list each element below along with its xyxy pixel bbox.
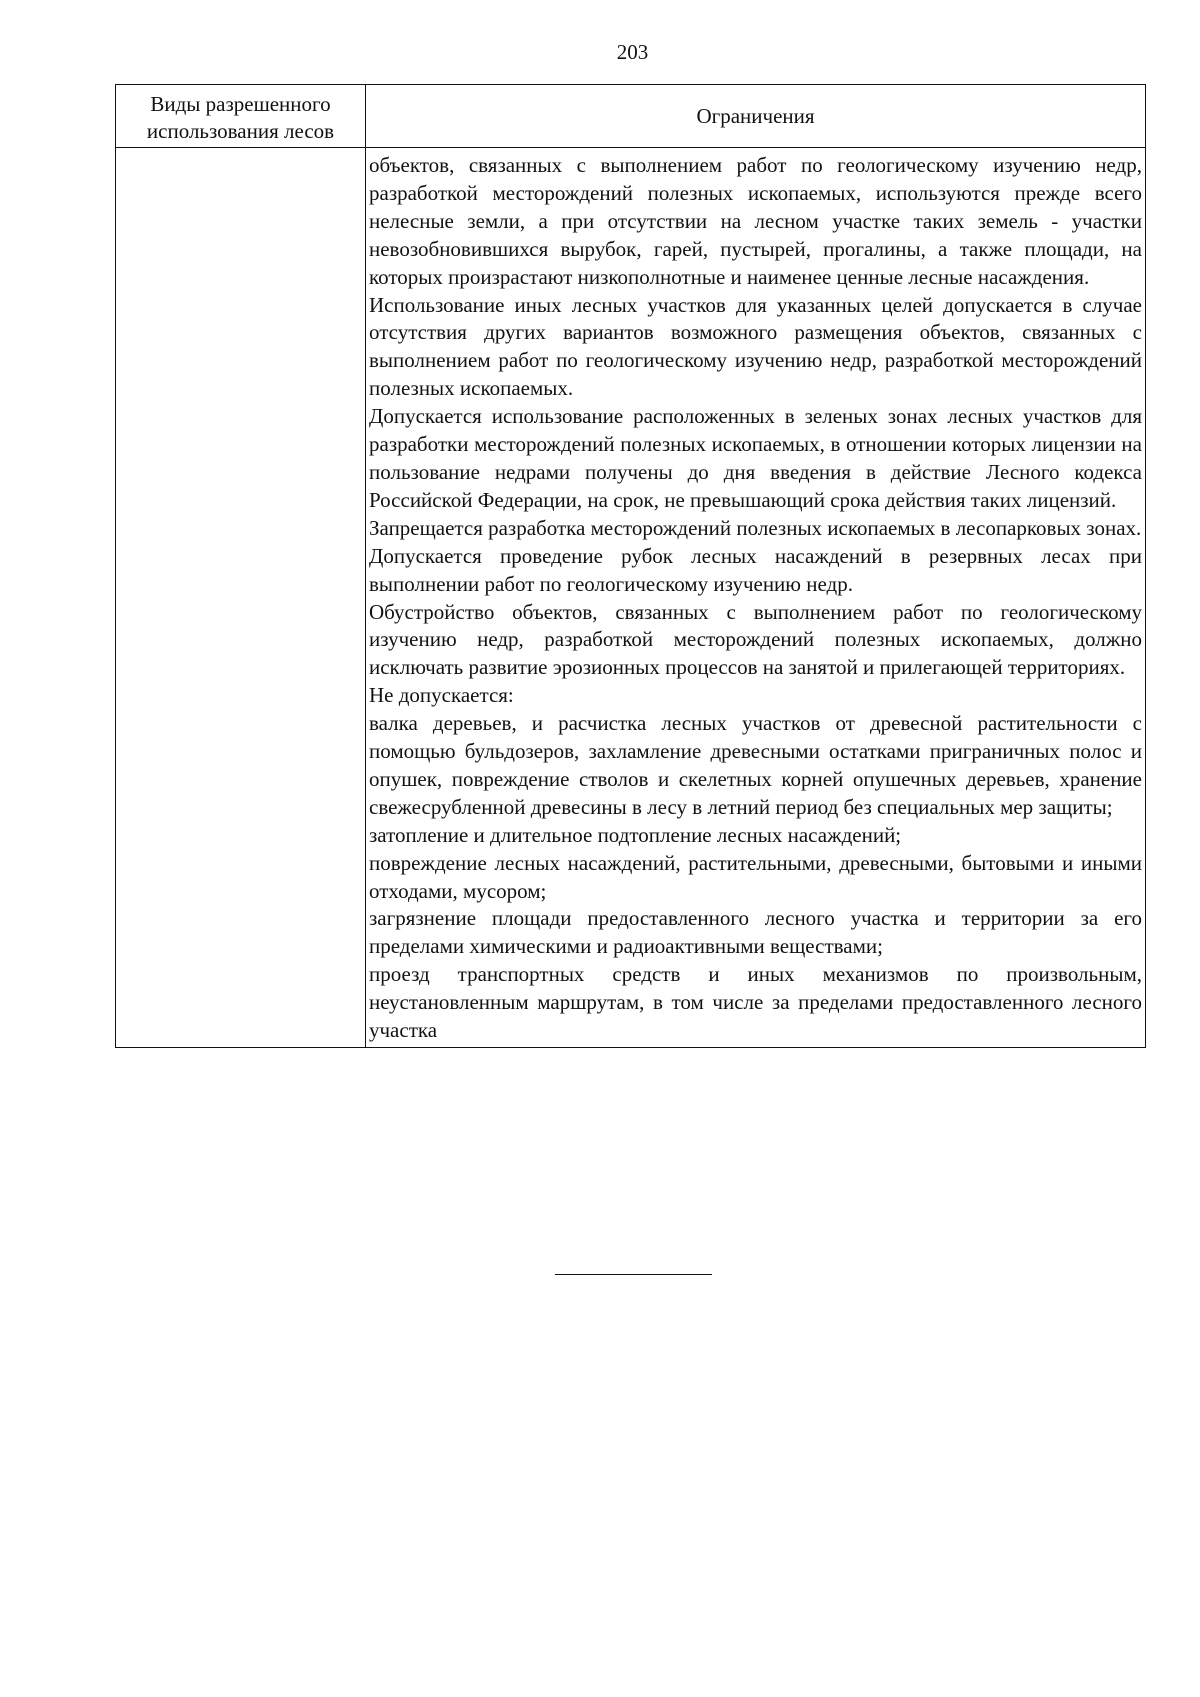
restrictions-table (115, 84, 1146, 1048)
restriction-paragraph: Допускается проведение рубок лесных насаждений в резервных лесах при выполнении работ по геологическому изучению недр. (369, 543, 1142, 596)
restrictions-cell (366, 148, 1146, 1048)
restriction-paragraph: Не допускается: (369, 683, 514, 708)
forest-use-type-cell (116, 148, 366, 1048)
restriction-paragraph: Запрещается разработка месторождений полезных ископаемых в лесопарковых зонах. (369, 515, 1142, 540)
restriction-paragraph: валка деревьев, и расчистка лесных участков от древесной растительности с помощью бульдозеров, захламление древесными остатками приграничных полос и опушек, повреждение стволов и скелетных корней опушечных деревьев, хранение свежесрубленной древесины в лесу в летний период без специальных мер защиты; (369, 711, 1142, 819)
restriction-paragraph: Использование иных лесных участков для указанных целей допускается в случае отсутствия других вариантов возможного размещения объектов, связанных с выполнением работ по геологическому изучению недр, разработкой месторождений полезных ископаемых. (369, 292, 1142, 401)
restriction-paragraph: Допускается использование расположенных в зеленых зонах лесных участков для разработки месторождений полезных ископаемых, в отношении которых лицензии на пользование недрами получены до дня введения в действие Лесного кодекса Российской Федерации, на срок, не превышающий срока действия таких лицензий. (369, 404, 1142, 512)
header-restrictions-label: Ограничения (696, 103, 815, 128)
table-row (116, 148, 1146, 1048)
restriction-paragraph: повреждение лесных насаждений, растительными, древесными, бытовыми и иными отходами, мусором; (369, 850, 1142, 903)
header-forest-use-types-label: Виды разрешенного использования лесов (146, 91, 335, 143)
restriction-paragraph: проезд транспортных средств и иных механизмов по произвольным, неустановленным маршрутам, в том числе за пределами предоставленного лесного участка (369, 962, 1142, 1043)
restriction-paragraph: загрязнение площади предоставленного лесного участка и территории за его пределами химическими и радиоактивными веществами; (369, 906, 1142, 959)
restriction-paragraph: объектов, связанных с выполнением работ по геологическому изучению недр, разработкой месторождений полезных ископаемых, используются прежде всего нелесные земли, а при отсутствии на лесном участке таких земель - участки невозобновившихся вырубок, гарей, пустырей, прогалины, а также площади, на которых произрастают низкополнотные и наименее ценные лесные насаждения. (369, 153, 1142, 289)
restriction-paragraph: затопление и длительное подтопление лесных насаждений; (369, 822, 902, 847)
closing-rule (555, 1274, 712, 1275)
table-header-row (116, 85, 1146, 148)
header-forest-use-types (116, 85, 366, 148)
restriction-paragraph: Обустройство объектов, связанных с выполнением работ по геологическому изучению недр, разработкой месторождений полезных ископаемых, должно исключать развитие эрозионных процессов на занятой и прилегающей территориях. (369, 599, 1142, 680)
page-number: 203 (616, 40, 649, 64)
header-restrictions (366, 85, 1146, 148)
